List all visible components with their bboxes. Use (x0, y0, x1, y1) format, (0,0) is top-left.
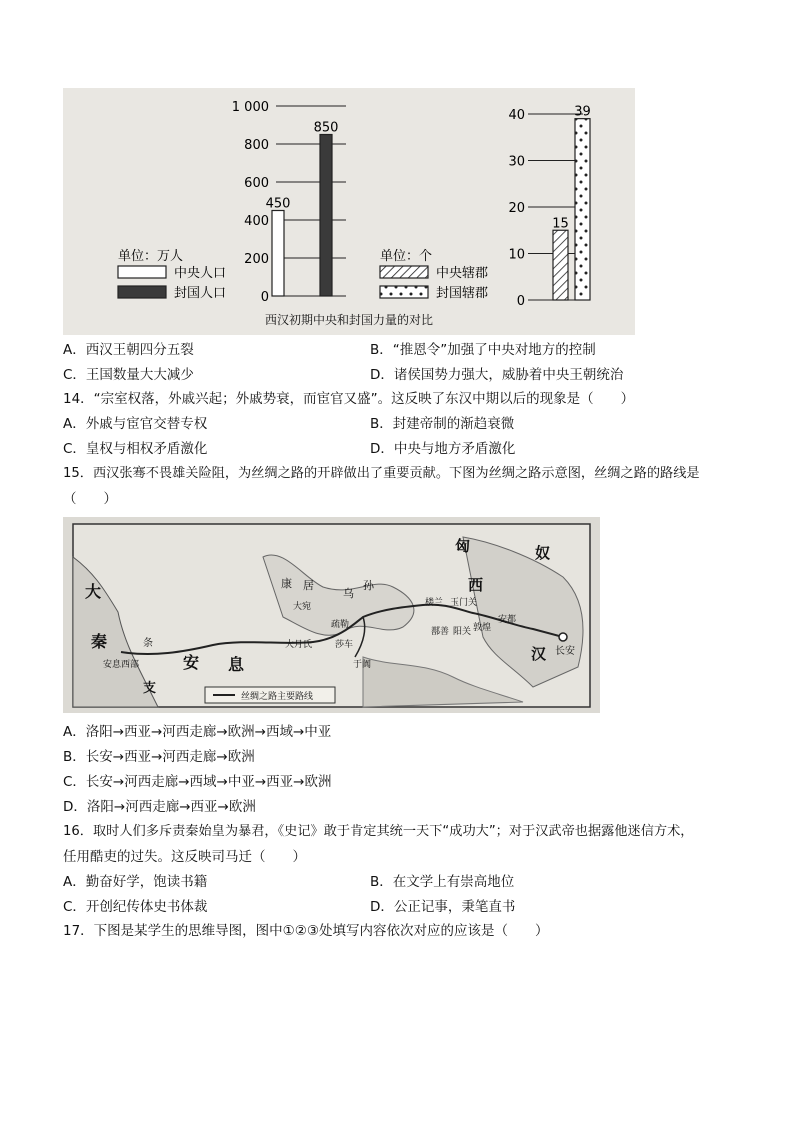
data-label: 450 (265, 196, 291, 212)
map-place-label: 大月氏 (285, 640, 313, 650)
q15-stem-line1: 15．西汉张骞不畏雄关险阻，为丝绸之路的开辟做出了重要贡献。下图为丝绸之路示意图，丝绸之路的路线是 (63, 466, 700, 481)
y-tick-label: 400 (244, 214, 269, 229)
bar-2 (320, 135, 332, 297)
map-legend-label: 丝绸之路主要路线 (241, 692, 314, 702)
y-tick-label: 200 (244, 252, 269, 267)
q16-option-b: B．在文学上有崇高地位 (370, 874, 515, 890)
y-tick-label: 10 (508, 247, 525, 263)
legend-swatch (380, 286, 428, 298)
map-place-label: 楼兰 (425, 598, 444, 608)
map-place-label: 于阗 (353, 660, 372, 670)
q16-option-c: C．开创纪传体史书体裁 (63, 899, 208, 915)
map-place-label: 大宛 (293, 602, 312, 612)
q15-option-d: D．洛阳→河西走廊→西亚→欧洲 (63, 799, 256, 815)
q13-option-b: B．“推恩令”加强了中央对地方的控制 (370, 342, 596, 358)
q13-option-c: C．王国数量大大减少 (63, 367, 194, 383)
legend-label: 中央辖郡 (436, 266, 489, 281)
q14-stem: 14．“宗室权落，外戚兴起；外戚势衰，而宦官又盛”。这反映了东汉中期以后的现象是（ ） (63, 391, 635, 407)
map-region-label: 秦 (91, 632, 108, 651)
y-tick-label: 30 (508, 154, 525, 170)
q16-stem-line2: 任用酷吏的过失。这反映司马迁（ ） (63, 849, 306, 865)
bar-2 (575, 119, 590, 300)
q16-stem-line1: 16．取时人们多斥责秦始皇为暴君，《史记》敢于肯定其统一天下“成功大”；对于汉武帝也据露他迷信方术， (63, 824, 694, 839)
q15-stem-line2: （ ） (63, 491, 117, 507)
legend-label: 封国人口 (174, 286, 227, 301)
legend-swatch (118, 286, 166, 298)
map-place-label: 安息西部 (103, 660, 140, 670)
unit-label: 单位：个 (380, 249, 433, 264)
q13-option-a: A．西汉王朝四分五裂 (63, 342, 194, 358)
unit-label: 单位：万人 (118, 249, 184, 264)
map-region-label: 乌 (343, 587, 354, 600)
q16-option-a: A．勤奋好学，饱读书籍 (63, 874, 208, 890)
map-region-label: 奴 (535, 544, 551, 562)
y-tick-label: 1 000 (231, 100, 269, 115)
map-region-label: 大 (85, 582, 102, 601)
map-region-label: 匈 (455, 537, 471, 555)
q14-option-b: B．封建帝制的渐趋衰微 (370, 416, 515, 432)
q17-stem: 17．下图是某学生的思维导图，图中①②③处填写内容依次对应的应该是（ ） (63, 923, 549, 939)
legend-label: 封国辖郡 (436, 286, 489, 301)
y-tick-label: 600 (244, 176, 269, 191)
y-tick-label: 0 (260, 290, 269, 305)
map-place-label: 莎车 (335, 640, 354, 650)
data-label: 850 (313, 120, 339, 136)
map-region-label: 支 (143, 681, 157, 696)
map-region-label: 安 (183, 653, 200, 672)
q14-option-c: C．皇权与相权矛盾激化 (63, 441, 208, 457)
legend-swatch (118, 266, 166, 278)
map-region-label: 居 (303, 579, 314, 592)
map-region-label: 孙 (363, 579, 374, 592)
data-label: 39 (574, 104, 591, 120)
population-county-chart-figure (63, 88, 635, 335)
y-tick-label: 20 (508, 201, 525, 216)
q16-option-d: D．公正记事，秉笔直书 (370, 899, 516, 915)
legend-label: 中央人口 (174, 266, 227, 281)
population-chart (232, 100, 346, 305)
map-place-label: 长安 (555, 646, 575, 657)
q15-option-b: B．长安→西亚→河西走廊→欧洲 (63, 749, 255, 765)
y-tick-label: 0 (516, 294, 525, 309)
map-region-label: 息 (228, 655, 245, 674)
q13-option-d: D．诸侯国势力强大，威胁着中央王朝统治 (370, 367, 624, 383)
map-region-label: 西 (468, 576, 484, 594)
chart-caption: 西汉初期中央和封国力量的对比 (264, 313, 433, 327)
map-region-label: 康 (281, 577, 292, 590)
y-tick-label: 800 (244, 138, 269, 153)
q15-option-a: A．洛阳→西亚→河西走廊→欧洲→西域→中亚 (63, 724, 332, 740)
map-place-label: 玉门关 (450, 598, 478, 608)
map-place-label: 疏勒 (331, 620, 350, 630)
bar-1 (272, 211, 284, 297)
map-place-label: 敦煌 (473, 623, 492, 633)
county-chart (508, 105, 590, 309)
bar-1 (553, 230, 568, 300)
chart-svg (63, 88, 635, 335)
legend-swatch (380, 266, 428, 278)
q14-option-a: A．外戚与宦官交替专权 (63, 416, 208, 432)
map-place-label: 阳关 (453, 627, 472, 637)
q15-option-c: C．长安→河西走廊→西域→中亚→西亚→欧洲 (63, 774, 332, 790)
map-region-label: 汉 (531, 645, 547, 663)
map-place-label: 鄯善 (431, 627, 450, 637)
map-place-label: 安都 (498, 615, 517, 625)
q14-option-d: D．中央与地方矛盾激化 (370, 441, 516, 457)
silk-road-map (63, 517, 600, 713)
y-tick-label: 40 (508, 108, 525, 123)
map-place-label: 条 (143, 638, 153, 649)
data-label: 15 (552, 216, 569, 232)
chart-legends (118, 249, 488, 301)
